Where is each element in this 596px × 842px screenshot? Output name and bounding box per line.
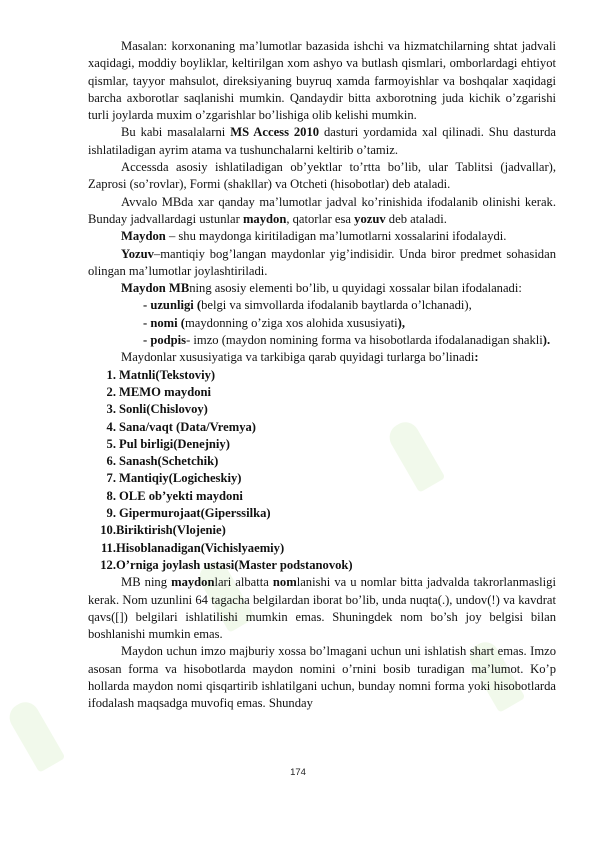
paragraph-example: Masalan: korxonaning ma’lumotlar bazasida ishchi va hizmatchilarning shtat jadvali xaqidagi, moddiy boyliklar, keltirilgan xom ashyo va butlash qismlari, omborlardagi ehtiyot qismlar, tayyor mahsulot, direksiyaning buyruq xamda farmoyishlar va boshqalar xaqidagi barcha axborotlar saqlanishi mumkin. Qandaydir bitta axborotning juda kichik o’zgarishi turli joylarda muxim o’zgarishlar bo’lishiga olib kelishi mumkin. bbox=[88, 39, 556, 123]
property-name: - nomi (maydonning o’ziga xos alohida xususiyati), bbox=[143, 315, 405, 330]
paragraph-ms-access: Bu kabi masalalarni MS Access 2010 dasturi yordamida xal qilinadi. Shu dasturda ishlatiladigan ayrim atama va tushunchalarni keltirib o’tamiz. bbox=[88, 125, 556, 157]
list-item: 6. Sanash(Schetchik) bbox=[106, 454, 219, 469]
list-item: 3. Sonli(Chislovoy) bbox=[106, 402, 208, 417]
watermark-shape bbox=[5, 697, 66, 773]
list-item: 1. Matnli(Tekstoviy) bbox=[106, 367, 216, 382]
paragraph-field-types-intro: Maydonlar xususiyatiga va tarkibiga qarab quyidagi turlarga bo’linadi: bbox=[121, 350, 479, 365]
page-number: 174 bbox=[290, 767, 306, 778]
field-types-list bbox=[88, 367, 556, 575]
list-item: 8. OLE ob’yekti maydoni bbox=[106, 488, 243, 503]
document-body bbox=[88, 38, 556, 713]
paragraph-yozuv-definition: Yozuv–mantiqiy bog’langan maydonlar yig’indisidir. Unda biror predmet sohasidan olingan ma’lumotlar joylashtiriladi. bbox=[88, 246, 556, 278]
paragraph-field-naming: MB ning maydonlari albatta nomlanishi va u nomlar bitta jadvalda takrorlanmasligi kerak. Nom uzunlini 64 tagacha belgilardan iborat bo’lib, unda nuqta(.), undov(!) va kavdrat qavs([]) belgilari ishlatilishi mumkin emas. Shuningdek nom bo’sh joy belgisi bilan boshlanishi mumkin emas. bbox=[88, 575, 556, 642]
list-item: 4. Sana/vaqt (Data/Vremya) bbox=[106, 419, 257, 434]
paragraph-maydon-definition: Maydon – shu maydonga kiritiladigan ma’lumotlarni xossalarini ifodalaydi. bbox=[121, 229, 507, 244]
list-item: 10.Biriktirish(Vlojenie) bbox=[100, 523, 226, 538]
paragraph-caption-usage: Maydon uchun imzo majburiy xossa bo’lmagani uchun uni ishlatish shart emas. Imzo asosan forma va hisobotlarda maydon nomini o’rnini bosib turadigan ma’lumot. Ko’p hollarda maydon nomi qisqartirib ishlatilgani uchun, bunday nomni forma yoki hisobotlarda ifodalash maqsadga muvofiq emas. Shunday bbox=[88, 644, 556, 711]
list-item: 2. MEMO maydoni bbox=[106, 384, 212, 399]
list-item: 11.Hisoblanadigan(Vichislyaemiy) bbox=[100, 540, 285, 555]
list-item: 12.O’rniga joylash ustasi(Master podstanovok) bbox=[100, 557, 353, 572]
property-length: - uzunligi (belgi va simvollarda ifodalanib baytlarda o’lchanadi), bbox=[143, 298, 472, 313]
paragraph-field-properties: Maydon MBning asosiy elementi bo’lib, u quyidagi xossalar bilan ifodalanadi: bbox=[121, 281, 522, 296]
paragraph-objects: Accessda asosiy ishlatiladigan ob’yektlar to’rtta bo’lib, ular Tablitsi (jadvallar), Zaprosi (so’rovlar), Formi (shakllar) va Otcheti (hisobotlar) deb ataladi. bbox=[88, 160, 556, 192]
list-item: 7. Mantiqiy(Logicheskiy) bbox=[106, 471, 242, 486]
list-item: 5. Pul birligi(Denejniy) bbox=[106, 436, 230, 451]
property-caption: - podpis- imzo (maydon nomining forma va hisobotlarda ifodalanadigan shakli). bbox=[143, 333, 551, 348]
list-item: 9. Gipermurojaat(Giperssilka) bbox=[106, 506, 271, 521]
paragraph-tables: Avvalo MBda xar qanday ma’lumotlar jadval ko’rinishida ifodalanib olinishi kerak. Bunday jadvallardagi ustunlar maydon, qatorlar esa yozuv deb ataladi. bbox=[88, 194, 556, 226]
